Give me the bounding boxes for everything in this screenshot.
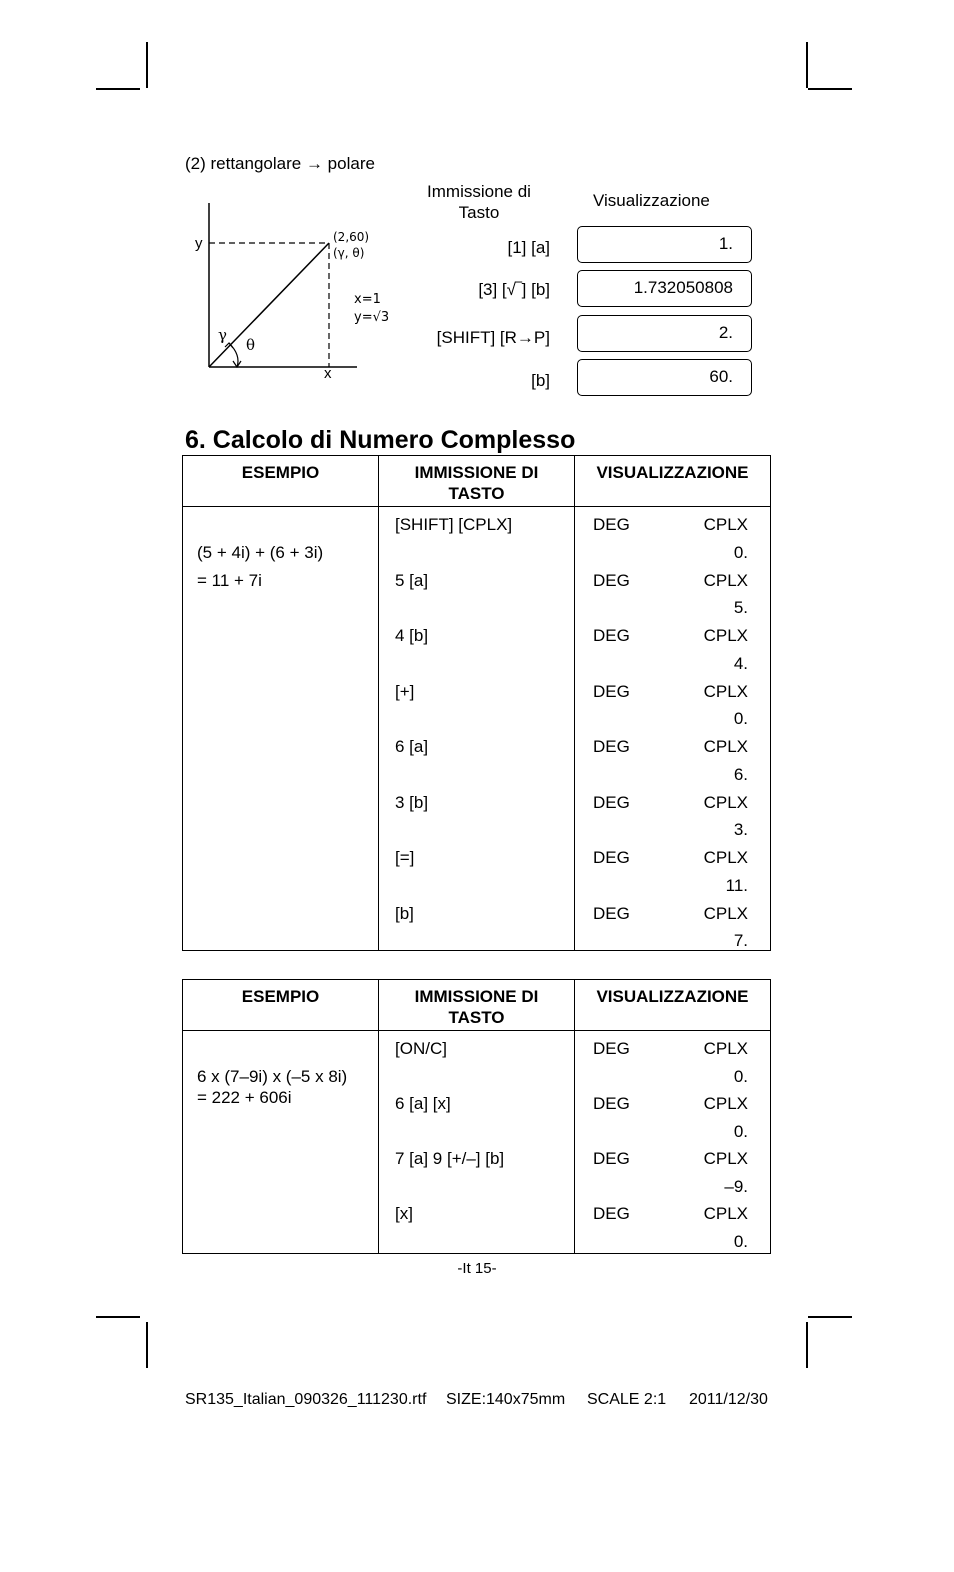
step-key: [3] [√‾] [b] [478, 280, 550, 299]
key-entry: [ON/C] [395, 1039, 447, 1058]
key-column-header: Immissione di Tasto [427, 182, 531, 222]
key-entry: [x] [395, 1204, 413, 1223]
mode-indicator: DEG [593, 1039, 630, 1058]
subtitle: (2) rettangolare → polare [185, 154, 375, 173]
cplx-indicator: CPLX [703, 682, 748, 701]
mode-indicator: DEG [593, 904, 630, 923]
footer-filename: SR135_Italian_090326_111230.rtf [185, 1391, 427, 1408]
mode-indicator: DEG [593, 515, 630, 534]
display-value: 0. [733, 1067, 748, 1086]
mode-indicator: DEG [593, 848, 630, 867]
mode-indicator: DEG [593, 737, 630, 756]
key-entry: 4 [b] [395, 626, 429, 645]
example-line: 6 x (7–9i) x (–5 x 8i) [197, 1067, 348, 1086]
header-example: ESEMPIO [183, 456, 379, 507]
header-display: VISUALIZZAZIONE [575, 980, 771, 1031]
gamma-label: γ [218, 326, 227, 344]
radius-line [209, 243, 329, 367]
angle-arrow-bottom [233, 361, 241, 367]
display-value: 0. [733, 1232, 748, 1251]
display-box: 1. [577, 226, 752, 263]
cplx-indicator: CPLX [703, 1149, 748, 1168]
example-line: = 222 + 606i [197, 1088, 292, 1107]
display-value: –9. [724, 1177, 748, 1196]
key-entry: [b] [395, 904, 414, 923]
x-equation: x=1 [354, 292, 381, 307]
cplx-indicator: CPLX [703, 1094, 748, 1113]
display-value: 5. [733, 598, 748, 617]
mode-indicator: DEG [593, 793, 630, 812]
display-value: 0. [733, 709, 748, 728]
key-entry: 6 [a] [x] [395, 1094, 451, 1113]
key-cell [379, 507, 575, 951]
cplx-indicator: CPLX [703, 626, 748, 645]
display-cell [575, 507, 771, 951]
header-key: IMMISSIONE DI TASTO [379, 980, 575, 1031]
key-cell [379, 1031, 575, 1254]
point-polar-label: (γ, θ) [333, 246, 365, 260]
display-column-header: Visualizzazione [593, 191, 710, 210]
footer-scale: SCALE 2:1 [587, 1391, 667, 1408]
header-example: ESEMPIO [183, 980, 379, 1031]
example-cell [183, 507, 379, 951]
key-entry: [+] [395, 682, 415, 701]
display-value: 3. [733, 820, 748, 839]
display-value: 7. [733, 931, 748, 950]
y-equation: y=√3 [354, 310, 390, 325]
example-table-2 [182, 979, 771, 1254]
header-display: VISUALIZZAZIONE [575, 456, 771, 507]
display-value: 0. [733, 1122, 748, 1141]
polar-diagram [185, 195, 405, 385]
example-line: = 11 + 7i [197, 571, 262, 590]
example-cell [183, 1031, 379, 1254]
display-value: 6. [733, 765, 748, 784]
section-heading: 6. Calcolo di Numero Complesso [185, 426, 576, 454]
cplx-indicator: CPLX [703, 904, 748, 923]
y-axis-label: y [195, 235, 203, 252]
example-line: (5 + 4i) + (6 + 3i) [197, 543, 324, 562]
step-key: [1] [a] [507, 238, 550, 257]
cplx-indicator: CPLX [703, 793, 748, 812]
cplx-indicator: CPLX [703, 737, 748, 756]
display-cell [575, 1031, 771, 1254]
mode-indicator: DEG [593, 1149, 630, 1168]
x-axis-label: x [324, 365, 332, 382]
cplx-indicator: CPLX [703, 515, 748, 534]
display-value: 11. [725, 876, 748, 895]
mode-indicator: DEG [593, 1094, 630, 1113]
key-entry: [=] [395, 848, 415, 867]
key-entry: [SHIFT] [CPLX] [395, 515, 513, 534]
cplx-indicator: CPLX [703, 1204, 748, 1223]
header-key: IMMISSIONE DI TASTO [379, 456, 575, 507]
theta-label: θ [246, 336, 256, 354]
display-box: 1.732050808 [577, 270, 752, 307]
key-entry: 7 [a] 9 [+/–] [b] [395, 1149, 505, 1168]
step-key: [SHIFT] [R→P] [436, 328, 550, 347]
key-entry: 6 [a] [395, 737, 429, 756]
key-entry: 3 [b] [395, 793, 429, 812]
display-box: 2. [577, 315, 752, 352]
cplx-indicator: CPLX [703, 848, 748, 867]
step-key: [b] [531, 371, 550, 390]
angle-arc [229, 343, 238, 367]
point-label: (2,60) [333, 230, 370, 244]
cplx-indicator: CPLX [703, 571, 748, 590]
mode-indicator: DEG [593, 626, 630, 645]
mode-indicator: DEG [593, 571, 630, 590]
page-number: -It 15- [457, 1260, 497, 1277]
display-value: 4. [733, 654, 748, 673]
cplx-indicator: CPLX [703, 1039, 748, 1058]
display-box: 60. [577, 359, 752, 396]
display-value: 0. [733, 543, 748, 562]
example-table-1 [182, 455, 771, 951]
key-entry: 5 [a] [395, 571, 429, 590]
mode-indicator: DEG [593, 1204, 630, 1223]
footer-date: 2011/12/30 [689, 1391, 768, 1408]
footer-size: SIZE:140x75mm [446, 1391, 566, 1408]
mode-indicator: DEG [593, 682, 630, 701]
